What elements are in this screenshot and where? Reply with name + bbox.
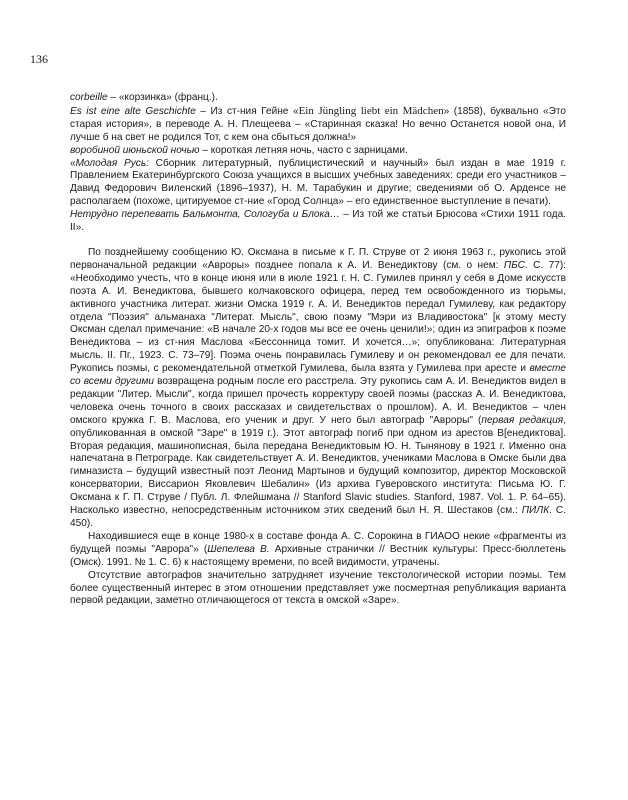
note-corbeille bbox=[70, 92, 566, 105]
text-run: , опубликованная в омской "Заре" в 1919 г.). Этот автограф погиб при одном из арестов В[енедиктова]. Вторая редакция, машинописная, была передана Венедиктовым Ю. Н. Тынянову в 1921 г. Именно она напечатана в Петрограде. Как свидетельствует А. И. Венедиктов, учениками Маслова в Омске были два гимназиста – будущий известный поэт Леонид Мартынов и будущий композитор, директор Московской консерватории, Виссарион Яковлевич Шебалин» (Из архива Гуверовского института: Письма Ю. Г. Оксмана к Г. П. Струве / Публ. Л. Флейшмана // Stanford Slavic studies. Stanford, 1987. Vol. 1. P. 64–65). Насколько известно, непосредственным источником этих сведений был Н. Я. Шестаков (см.: bbox=[70, 414, 566, 517]
text-run: . С. 77): «Необходимо учесть, что в конце июня или в июле 1921 г. Н. С. Гумилев принял у себя в Доме искусств поэта А. И. Венедиктова, бывшего колчаковского офицера, перед тем освобожденного из тюрьмы, активного участника литерат. жизни Омска 1919 г. А. И. Венедиктов передал Гумилеву, как редактору отдела "Поэзия" альманаха "Литерат. Мысль", свою поэму "Мэри из Владивостока" [к этому месту Оксман сделал примечание: «В начале 20-х годов мы все ее очень ценили!»; один из эпиграфов к поэме Венедиктова – из ст-ния Маслова «Бессонница томит. И хочется…»; опубликована: Литературная мысль. II. Пг., 1923. С. 73–79]. Поэма очень понравилась Гумилеву и он рекомендовал ее для печати. Рукопись поэмы, с рекомендательной отметкой Гумилева, была взята у Гумилева при аресте и bbox=[70, 259, 566, 375]
section-gap bbox=[70, 235, 566, 247]
text-run: возвращена родным после его расстрела. Эту рукопись сам А. И. Венедиктов видел в редакции "Литер. Мысли", когда пришел прочесть корректуру своей поэмы (рассказ А. И. Венедиктова, человека очень точного в своих рассказах и свидетельствах о прошлом). А. И. Венедиктов – член омского кружка Г. В. Маслова, его ученик и друг. У него был автограф "Авроры" ( bbox=[70, 376, 566, 426]
paragraph-sorokin-fond bbox=[70, 531, 566, 570]
note-text: Сборник литературный, публицистический и научный» был издан в мае 1919 г. Правлением Екатеринбургского Союза учащихся в высших учебных заведениях: среди его участников – Давид Федорович Виленский (1896–1937), Н. М. Тарабукин и другие; сведениями об О. Арденсе не располагаем (похоже, цитируемое ст-ние «Город Солнца» – его единственное выступление в печати). bbox=[70, 157, 567, 208]
note-term: Нетрудно перепевать Бальмонта, Сологуба и Блока… bbox=[70, 209, 340, 221]
german-title: Ein Jüngling liebt ein Mädchen bbox=[298, 104, 444, 117]
text-run: По позднейшему сообщению Ю. Оксмана в письме к Г. П. Струве от 2 июня 1963 г., рукопись этой первоначальной редакции «Авроры» позднее попала к А. И. Венедиктову (см. о нем: bbox=[70, 246, 566, 271]
commentary-body bbox=[70, 247, 566, 608]
note-pre: « bbox=[70, 157, 76, 169]
note-molodaya-rus bbox=[70, 158, 566, 210]
note-balmont bbox=[70, 209, 566, 235]
abbrev-pbs: ПБС bbox=[503, 259, 525, 271]
note-june-night bbox=[70, 145, 566, 158]
text-run: Находившиеся еще в конце 1980-х в составе фонда А. С. Сорокина в ГИАОО некие «фрагменты из будущей поэмы "Аврора"» ( bbox=[70, 530, 566, 555]
page-number: 136 bbox=[30, 52, 48, 66]
note-text: » (1858), буквально «Это старая история», в переводе А. Н. Плещеева – «Старинная сказка! Но вечно Останется новой она, И лучше б на свет не родился Тот, с кем она сбыться должна!» bbox=[70, 105, 566, 143]
paragraph-autographs: Отсутствие автографов значительно затрудняет изучение текстологической истории поэмы. Тем более существенный интерес в этом отношении представляет уже посмертная републикация варианта первой редакции, заметно отличающегося от текста в омской «Заре». bbox=[70, 569, 566, 607]
italic-run: Шепелева В. bbox=[207, 543, 270, 555]
paragraph-oksman bbox=[70, 247, 566, 531]
italic-run: вместе со всеми другими bbox=[70, 363, 566, 388]
note-text: – Из той же статьи Брюсова «Стихи 1911 года. II». bbox=[70, 209, 566, 234]
note-text: – короткая летняя ночь, часто с зарницами. bbox=[199, 144, 408, 156]
italic-run: первая редакция bbox=[481, 414, 564, 426]
text-run: . С. 450). bbox=[70, 505, 567, 529]
note-term: corbeille bbox=[70, 92, 108, 103]
abbrev-pilk: ПИЛК bbox=[521, 505, 550, 517]
note-text: – «корзинка» (франц.). bbox=[107, 92, 218, 103]
notes-section bbox=[70, 92, 566, 235]
page-content bbox=[70, 92, 566, 608]
note-term: воробиной июньской ночью bbox=[70, 144, 200, 156]
text-run: Архивные странички // Вестник культуры: Пресс-бюллетень (Омск). 1991. № 1. С. 6) к настоящему времени, по всей видимости, утрачены. bbox=[70, 543, 566, 568]
note-term: Es ist eine alte Geschichte bbox=[70, 105, 196, 117]
note-es-ist-eine-alte-geschichte bbox=[70, 105, 566, 145]
note-term: Молодая Русь: bbox=[75, 157, 149, 169]
note-pre: – Из ст-ния Гейне « bbox=[195, 105, 299, 117]
